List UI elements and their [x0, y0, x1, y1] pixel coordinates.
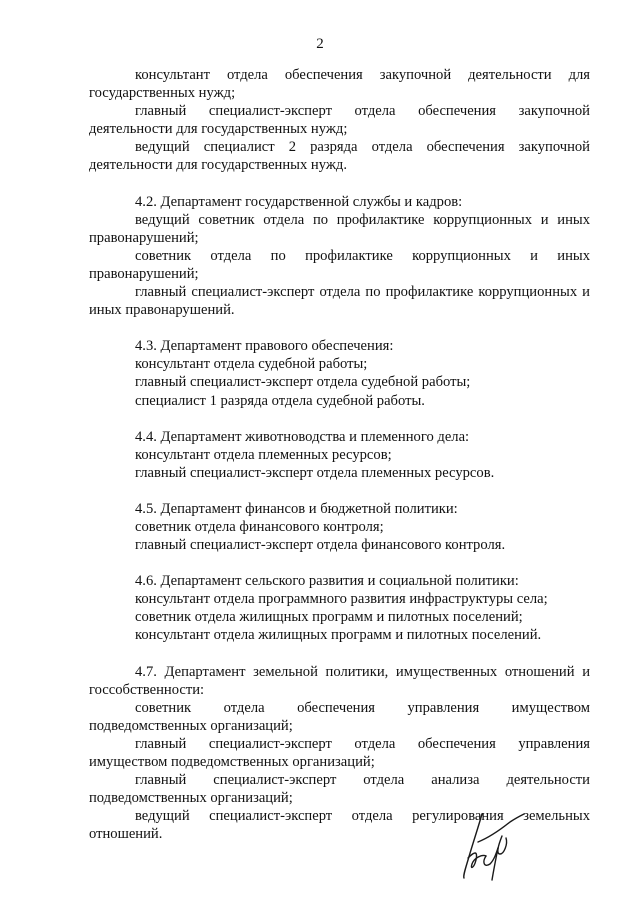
section-heading: 4.3. Департамент правового обеспечения:: [135, 338, 394, 355]
list-item: главный специалист-эксперт отдела племенных ресурсов.: [135, 464, 495, 481]
list-item: ведущий специалист 2 разряда отдела обеспечения закупочной деятельности для государственных нужд.: [89, 139, 590, 174]
list-item: советник отдела по профилактике коррупционных и иных правонарушений;: [89, 247, 590, 282]
list-item: главный специалист-эксперт отдела финансового контроля.: [135, 537, 506, 554]
list-item: главный специалист-эксперт отдела по профилактике коррупционных и иных правонарушений.: [89, 284, 590, 319]
list-item: консультант отдела жилищных программ и пилотных поселений.: [135, 627, 542, 644]
list-item: советник отдела финансового контроля;: [135, 518, 384, 535]
list-item: специалист 1 разряда отдела судебной работы.: [135, 392, 425, 409]
list-item: ведущий специалист-эксперт отдела регулирования земельных отношений.: [89, 808, 590, 843]
section-heading: 4.6. Департамент сельского развития и социальной политики:: [135, 573, 519, 590]
list-item: советник отдела жилищных программ и пилотных поселений;: [135, 609, 523, 626]
section-heading: 4.2. Департамент государственной службы и кадров:: [135, 193, 463, 210]
list-item: советник отдела обеспечения управления имуществом подведомственных организаций;: [89, 699, 590, 734]
list-item: главный специалист-эксперт отдела судебной работы;: [135, 374, 471, 391]
section-4-5: [89, 500, 590, 554]
list-item: главный специалист-эксперт отдела обеспечения управления имуществом подведомственных организаций;: [89, 735, 590, 770]
section-heading: 4.4. Департамент животноводства и племенного дела:: [135, 428, 470, 445]
section-4-3: [89, 337, 590, 409]
list-item: главный специалист-эксперт отдела анализа деятельности подведомственных организаций;: [89, 772, 590, 807]
list-item: консультант отдела племенных ресурсов;: [135, 446, 392, 463]
section-heading: 4.5. Департамент финансов и бюджетной политики:: [135, 500, 458, 517]
section-heading: 4.7. Департамент земельной политики, имущественных отношений и госсобственности:: [89, 663, 590, 698]
list-item: главный специалист-эксперт отдела обеспечения закупочной деятельности для государственных нужд;: [89, 103, 590, 138]
document-body: [89, 66, 590, 843]
handwritten-signature-icon: [448, 808, 538, 888]
section-intro: [89, 66, 590, 175]
section-4-4: [89, 428, 590, 482]
section-4-6: [89, 572, 590, 644]
list-item: консультант отдела обеспечения закупочной деятельности для государственных нужд;: [89, 67, 590, 102]
list-item: ведущий советник отдела по профилактике коррупционных и иных правонарушений;: [89, 211, 590, 246]
list-item: консультант отдела судебной работы;: [135, 356, 368, 373]
section-4-2: [89, 193, 590, 320]
page-number: 2: [316, 36, 324, 52]
list-item: консультант отдела программного развития инфраструктуры села;: [135, 591, 548, 608]
